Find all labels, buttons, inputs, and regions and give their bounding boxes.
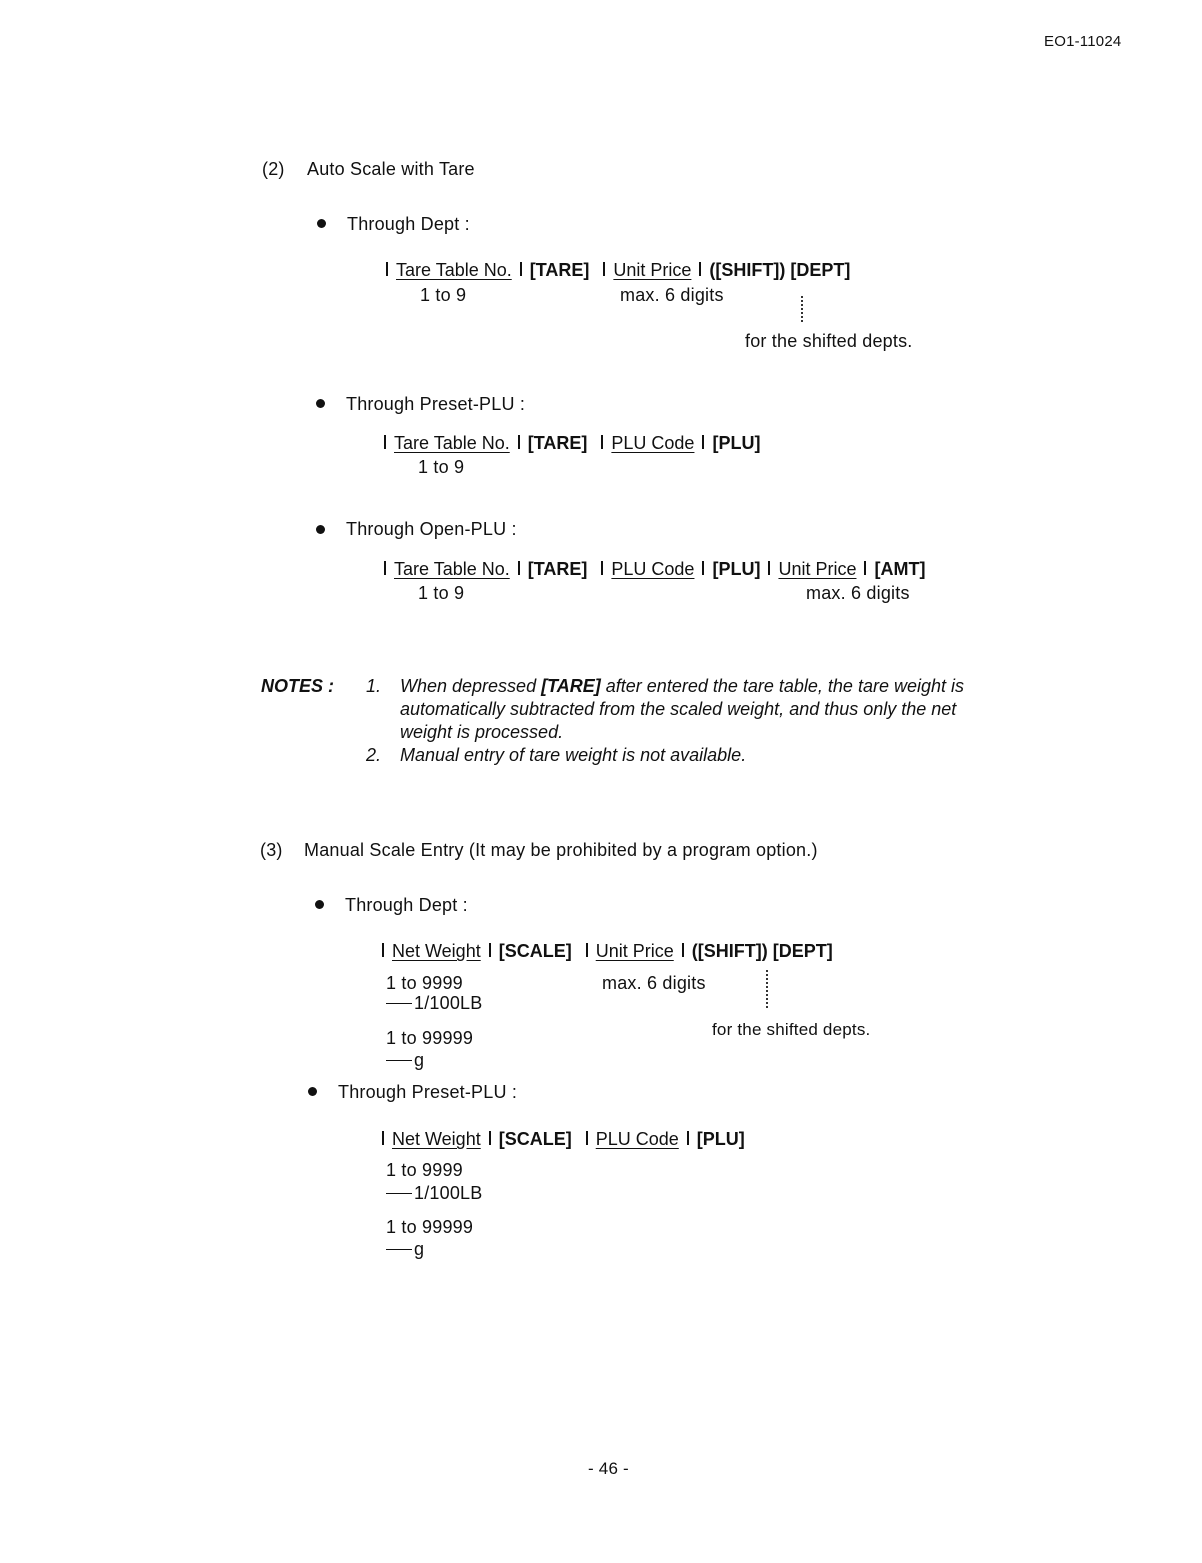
separator-mark bbox=[687, 1131, 689, 1145]
page-number: - 46 - bbox=[588, 1459, 629, 1478]
sec2-dept-shift-note: for the shifted depts. bbox=[745, 331, 913, 351]
sec2-preset-range-tare: 1 to 9 bbox=[418, 457, 465, 477]
note-1-line-3: weight is processed. bbox=[400, 722, 564, 742]
note-1-number: 1. bbox=[366, 676, 382, 696]
dotted-connector bbox=[801, 296, 803, 322]
separator-mark bbox=[601, 435, 603, 449]
input-unit-price: Unit Price bbox=[613, 260, 692, 280]
separator-mark bbox=[702, 561, 704, 575]
separator-mark bbox=[518, 435, 520, 449]
input-tare-table-no: Tare Table No. bbox=[394, 559, 510, 579]
sec2-open-heading: Through Open-PLU : bbox=[346, 519, 517, 539]
key-scale: [SCALE] bbox=[498, 1129, 572, 1149]
sec3-dept-heading: Through Dept : bbox=[345, 895, 468, 915]
sec2-preset-heading: Through Preset-PLU : bbox=[346, 394, 526, 414]
separator-mark bbox=[586, 943, 588, 957]
sec3-preset-key-sequence bbox=[374, 1129, 745, 1150]
sec3-preset-range-g: 1 to 99999 bbox=[386, 1217, 474, 1237]
key-amt: [AMT] bbox=[874, 559, 926, 579]
sec2-open-range-tare: 1 to 9 bbox=[418, 583, 465, 603]
separator-mark bbox=[489, 943, 491, 957]
sec3-preset-unit-g: g bbox=[386, 1239, 424, 1260]
input-net-weight: Net Weight bbox=[392, 941, 481, 961]
bullet-icon bbox=[317, 219, 326, 228]
sec3-preset-range-lb: 1 to 9999 bbox=[386, 1160, 463, 1180]
input-plu-code: PLU Code bbox=[611, 433, 695, 453]
separator-mark bbox=[518, 561, 520, 575]
sec3-dept-key-sequence bbox=[374, 941, 833, 962]
key-plu: [PLU] bbox=[712, 433, 761, 453]
note-1-line-1: When depressed [TARE] after entered the tare table, the tare weight is bbox=[400, 676, 964, 696]
sec3-preset-unit-lb: 1/100LB bbox=[386, 1183, 482, 1204]
bullet-icon bbox=[316, 399, 325, 408]
section-3-title: Manual Scale Entry (It may be prohibited by a program option.) bbox=[304, 840, 818, 860]
section-2-title: Auto Scale with Tare bbox=[307, 159, 475, 179]
note-1-line-2: automatically subtracted from the scaled weight, and thus only the net bbox=[400, 699, 957, 719]
bullet-icon bbox=[315, 900, 324, 909]
key-tare: [TARE] bbox=[527, 433, 588, 453]
input-net-weight: Net Weight bbox=[392, 1129, 481, 1149]
separator-mark bbox=[768, 561, 770, 575]
sec3-dept-range-g: 1 to 99999 bbox=[386, 1028, 474, 1048]
key-shift-dept: ([SHIFT]) [DEPT] bbox=[709, 260, 851, 280]
separator-mark bbox=[489, 1131, 491, 1145]
separator-mark bbox=[384, 561, 386, 575]
sec2-dept-range-tare: 1 to 9 bbox=[420, 285, 467, 305]
input-unit-price: Unit Price bbox=[778, 559, 857, 579]
input-plu-code: PLU Code bbox=[595, 1129, 679, 1149]
separator-mark bbox=[382, 943, 384, 957]
document-code: EO1-11024 bbox=[1044, 33, 1122, 50]
input-tare-table-no: Tare Table No. bbox=[396, 260, 512, 280]
notes-label: NOTES : bbox=[261, 676, 335, 696]
key-shift-dept: ([SHIFT]) [DEPT] bbox=[691, 941, 833, 961]
key-tare: [TARE] bbox=[527, 559, 588, 579]
key-plu: [PLU] bbox=[712, 559, 761, 579]
sec2-preset-key-sequence bbox=[376, 433, 760, 454]
separator-mark bbox=[864, 561, 866, 575]
separator-mark bbox=[386, 262, 388, 276]
sec2-dept-heading: Through Dept : bbox=[347, 214, 470, 234]
section-2-number: (2) bbox=[262, 159, 285, 179]
separator-mark bbox=[384, 435, 386, 449]
bullet-icon bbox=[316, 525, 325, 534]
separator-mark bbox=[382, 1131, 384, 1145]
key-scale: [SCALE] bbox=[498, 941, 572, 961]
sec2-dept-range-price: max. 6 digits bbox=[620, 285, 724, 305]
input-tare-table-no: Tare Table No. bbox=[394, 433, 510, 453]
sec3-dept-range-lb: 1 to 9999 bbox=[386, 973, 463, 993]
separator-mark bbox=[699, 262, 701, 276]
sec3-dept-unit-g: g bbox=[386, 1050, 424, 1071]
key-plu: [PLU] bbox=[696, 1129, 745, 1149]
key-tare: [TARE] bbox=[529, 260, 590, 280]
note-2-text: Manual entry of tare weight is not available. bbox=[400, 745, 747, 765]
separator-mark bbox=[603, 262, 605, 276]
separator-mark bbox=[702, 435, 704, 449]
note-2-number: 2. bbox=[366, 745, 382, 765]
separator-mark bbox=[520, 262, 522, 276]
sec2-dept-key-sequence bbox=[378, 260, 850, 281]
section-3-number: (3) bbox=[260, 840, 283, 860]
sec3-dept-shift-note: for the shifted depts. bbox=[712, 1020, 871, 1039]
sec3-dept-unit-lb: 1/100LB bbox=[386, 993, 482, 1014]
bullet-icon bbox=[308, 1087, 317, 1096]
sec2-open-key-sequence bbox=[376, 559, 925, 580]
key-tare: [TARE] bbox=[541, 676, 601, 696]
dotted-connector bbox=[766, 970, 768, 1008]
sec3-preset-heading: Through Preset-PLU : bbox=[338, 1082, 518, 1102]
input-plu-code: PLU Code bbox=[611, 559, 695, 579]
separator-mark bbox=[586, 1131, 588, 1145]
separator-mark bbox=[601, 561, 603, 575]
separator-mark bbox=[682, 943, 684, 957]
sec3-dept-range-price: max. 6 digits bbox=[602, 973, 706, 993]
input-unit-price: Unit Price bbox=[595, 941, 674, 961]
sec2-open-range-price: max. 6 digits bbox=[806, 583, 910, 603]
